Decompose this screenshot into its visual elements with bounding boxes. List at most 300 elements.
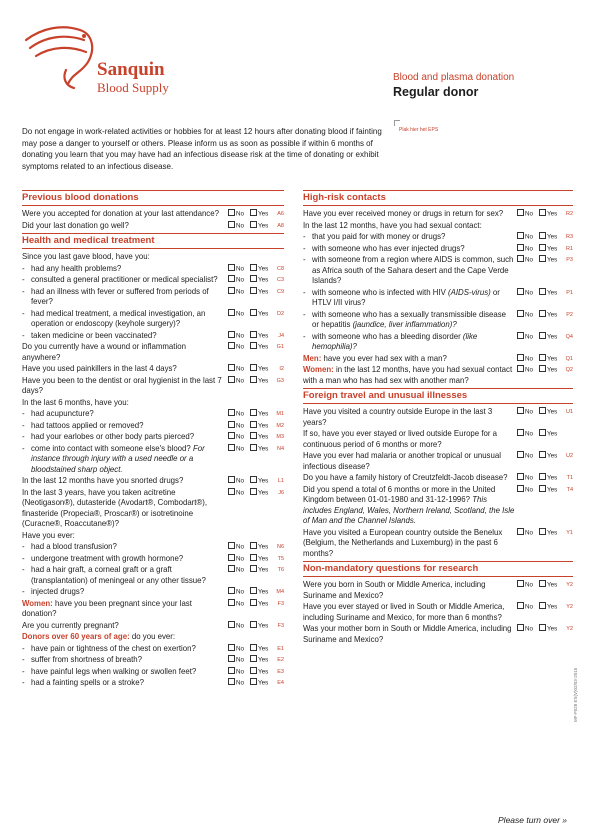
answer-no[interactable] bbox=[228, 309, 244, 320]
answer-no[interactable] bbox=[228, 342, 244, 353]
question-row bbox=[22, 554, 284, 565]
answer-no[interactable] bbox=[228, 409, 244, 420]
checkbox-yes[interactable] bbox=[250, 476, 257, 483]
answer-yes[interactable] bbox=[539, 473, 557, 484]
answer-yes[interactable] bbox=[539, 580, 557, 591]
checkbox-yes[interactable] bbox=[539, 580, 546, 587]
checkbox-no[interactable] bbox=[517, 624, 524, 631]
answer-yes-label: Yes bbox=[258, 210, 269, 218]
answer-no[interactable] bbox=[228, 432, 244, 443]
answer-no[interactable] bbox=[228, 488, 244, 499]
answer-no-label: No bbox=[525, 210, 534, 218]
question-intro bbox=[303, 221, 573, 232]
question-code: P2 bbox=[566, 311, 573, 318]
answer-no-label: No bbox=[525, 408, 534, 416]
answer-no[interactable] bbox=[517, 473, 533, 484]
checkbox-no[interactable] bbox=[517, 232, 524, 239]
answer-yes[interactable] bbox=[250, 678, 268, 689]
answer-no[interactable] bbox=[228, 667, 244, 678]
checkbox-no[interactable] bbox=[517, 602, 524, 609]
answer-yes-label: Yes bbox=[547, 311, 558, 318]
question-row bbox=[22, 275, 284, 286]
answer-yes-label: Yes bbox=[258, 365, 269, 373]
question-code: Y2 bbox=[566, 604, 573, 610]
question-code: A6 bbox=[277, 211, 284, 217]
answer-yes-label: Yes bbox=[258, 433, 269, 441]
answer-options bbox=[515, 209, 573, 219]
answer-no[interactable] bbox=[517, 332, 533, 343]
checkbox-no[interactable] bbox=[517, 580, 524, 587]
answer-yes[interactable] bbox=[250, 655, 268, 666]
checkbox-yes[interactable] bbox=[250, 376, 257, 383]
answer-yes[interactable] bbox=[250, 599, 268, 610]
question-code: M4 bbox=[276, 589, 284, 595]
question-row bbox=[22, 309, 284, 330]
answer-options bbox=[515, 232, 573, 242]
answer-no[interactable] bbox=[517, 485, 533, 496]
answer-yes-label: Yes bbox=[258, 445, 269, 452]
answer-yes[interactable] bbox=[250, 309, 268, 320]
question-code: A8 bbox=[277, 222, 284, 229]
checkbox-no[interactable] bbox=[228, 587, 235, 594]
answer-no[interactable] bbox=[228, 444, 244, 455]
answer-yes[interactable] bbox=[250, 476, 268, 487]
answer-no[interactable] bbox=[517, 451, 533, 462]
checkbox-no[interactable] bbox=[228, 364, 235, 371]
checkbox-yes[interactable] bbox=[250, 342, 257, 349]
checkbox-no[interactable] bbox=[228, 432, 235, 439]
checkbox-yes[interactable] bbox=[250, 444, 257, 451]
checkbox-yes[interactable] bbox=[250, 275, 257, 282]
question-row bbox=[303, 580, 573, 601]
answer-yes[interactable] bbox=[250, 287, 268, 298]
question-code: Y2 bbox=[566, 582, 573, 588]
answer-no[interactable] bbox=[228, 331, 244, 342]
answer-yes[interactable] bbox=[539, 354, 557, 365]
checkbox-yes[interactable] bbox=[539, 451, 546, 458]
checkbox-yes[interactable] bbox=[539, 232, 546, 239]
answer-options bbox=[226, 421, 284, 431]
answer-yes[interactable] bbox=[250, 342, 268, 353]
answer-no-label: No bbox=[236, 543, 245, 551]
answer-yes[interactable] bbox=[539, 407, 557, 418]
question-text: Were you born in South or Middle America, including Suriname and Mexico? bbox=[303, 580, 486, 600]
answer-no[interactable] bbox=[517, 429, 533, 440]
answer-options bbox=[226, 221, 284, 231]
question-code: R2 bbox=[565, 211, 573, 217]
answer-no[interactable] bbox=[228, 275, 244, 286]
checkbox-no[interactable] bbox=[517, 485, 524, 492]
answer-yes[interactable] bbox=[539, 451, 557, 462]
answer-yes[interactable] bbox=[539, 310, 557, 321]
question-note: This includes England, Wales, Northern Ireland, Scotland, the Isle of Man and the Channel Islands. bbox=[303, 495, 515, 525]
checkbox-no[interactable] bbox=[228, 409, 235, 416]
question-row bbox=[303, 624, 573, 645]
answer-options bbox=[226, 667, 284, 677]
checkbox-no[interactable] bbox=[228, 309, 235, 316]
checkbox-no[interactable] bbox=[228, 655, 235, 662]
answer-no[interactable] bbox=[517, 354, 533, 365]
answer-no-label: No bbox=[236, 276, 245, 284]
answer-no[interactable] bbox=[517, 528, 533, 539]
checkbox-yes[interactable] bbox=[250, 409, 257, 416]
answer-yes-label: Yes bbox=[547, 581, 558, 589]
answer-yes[interactable] bbox=[250, 264, 268, 275]
answer-yes[interactable] bbox=[250, 488, 268, 499]
question-text: had any health problems? bbox=[31, 263, 122, 273]
checkbox-no[interactable] bbox=[228, 667, 235, 674]
checkbox-no[interactable] bbox=[517, 310, 524, 317]
question-code: U1 bbox=[565, 409, 573, 415]
answer-no-label: No bbox=[236, 288, 245, 295]
question-code: Q4 bbox=[565, 333, 573, 340]
question-text: Have you ever received money or drugs in return for sex? bbox=[303, 209, 504, 218]
answer-no[interactable] bbox=[228, 599, 244, 610]
document-title-line1: Blood and plasma donation bbox=[393, 72, 515, 83]
checkbox-yes[interactable] bbox=[250, 488, 257, 495]
checkbox-yes[interactable] bbox=[250, 209, 257, 216]
answer-options bbox=[226, 488, 284, 498]
answer-options bbox=[226, 599, 284, 609]
answer-no[interactable] bbox=[228, 565, 244, 576]
question-code: F3 bbox=[277, 600, 284, 607]
question-lead: Women: bbox=[22, 598, 53, 608]
question-code: J4 bbox=[278, 332, 284, 339]
checkbox-no[interactable] bbox=[228, 421, 235, 428]
checkbox-yes[interactable] bbox=[539, 365, 546, 372]
section-heading: High-risk contacts bbox=[303, 190, 573, 206]
answer-no-label: No bbox=[525, 233, 534, 241]
checkbox-yes[interactable] bbox=[250, 309, 257, 316]
section-heading: Health and medical treatment bbox=[22, 233, 284, 249]
answer-yes-label: Yes bbox=[258, 310, 269, 317]
checkbox-yes[interactable] bbox=[250, 587, 257, 594]
checkbox-yes[interactable] bbox=[539, 473, 546, 480]
checkbox-no[interactable] bbox=[228, 444, 235, 451]
question-text: In the last 3 years, have you taken acitretine (Neotigason®), dutasteride (Avodart®, Combodart®), finasteride (Propecia®, Proscar®) or isotretinoine (Curacne®, Roaccutane®)? bbox=[22, 487, 208, 528]
checkbox-yes[interactable] bbox=[250, 364, 257, 371]
checkbox-yes[interactable] bbox=[539, 354, 546, 361]
answer-options bbox=[226, 587, 284, 597]
checkbox-no[interactable] bbox=[517, 407, 524, 414]
answer-yes-label: Yes bbox=[547, 289, 558, 296]
checkbox-yes[interactable] bbox=[250, 644, 257, 651]
answer-no[interactable] bbox=[517, 244, 533, 255]
answer-yes-label: Yes bbox=[258, 555, 269, 562]
checkbox-no[interactable] bbox=[517, 365, 524, 372]
checkbox-yes[interactable] bbox=[250, 667, 257, 674]
question-row bbox=[303, 255, 573, 287]
checkbox-no[interactable] bbox=[517, 288, 524, 295]
answer-no-label: No bbox=[236, 588, 245, 596]
answer-options bbox=[226, 364, 284, 374]
answer-no[interactable] bbox=[228, 364, 244, 375]
checkbox-no[interactable] bbox=[228, 678, 235, 685]
question-code: M1 bbox=[276, 411, 284, 417]
checkbox-no[interactable] bbox=[228, 565, 235, 572]
answer-yes[interactable] bbox=[250, 587, 268, 598]
checkbox-yes[interactable] bbox=[250, 678, 257, 685]
answer-yes[interactable] bbox=[250, 209, 268, 220]
question-row bbox=[22, 599, 284, 620]
answer-yes[interactable] bbox=[250, 376, 268, 387]
answer-options bbox=[226, 542, 284, 552]
answer-yes[interactable] bbox=[250, 421, 268, 432]
answer-yes[interactable] bbox=[539, 209, 557, 220]
answer-yes[interactable] bbox=[250, 432, 268, 443]
answer-yes-label: Yes bbox=[547, 625, 558, 633]
section-heading: Non-mandatory questions for research bbox=[303, 561, 573, 577]
question-code: E1 bbox=[277, 645, 284, 652]
question-code: E2 bbox=[277, 657, 284, 663]
answer-no[interactable] bbox=[228, 264, 244, 275]
answer-no[interactable] bbox=[228, 209, 244, 220]
checkbox-no[interactable] bbox=[228, 488, 235, 495]
answer-yes[interactable] bbox=[250, 444, 268, 455]
answer-yes[interactable] bbox=[250, 364, 268, 375]
answer-yes[interactable] bbox=[250, 409, 268, 420]
checkbox-no[interactable] bbox=[517, 255, 524, 262]
checkbox-yes[interactable] bbox=[250, 565, 257, 572]
answer-yes-label: Yes bbox=[258, 600, 269, 607]
answer-no[interactable] bbox=[228, 476, 244, 487]
checkbox-no[interactable] bbox=[228, 209, 235, 216]
answer-no[interactable] bbox=[517, 624, 533, 635]
question-text: have painful legs when walking or swollen feet? bbox=[31, 666, 197, 676]
checkbox-no[interactable] bbox=[517, 451, 524, 458]
answer-no-label: No bbox=[236, 332, 245, 339]
question-row bbox=[22, 221, 284, 232]
question-text: do you ever: bbox=[131, 632, 176, 641]
checkbox-no[interactable] bbox=[517, 209, 524, 216]
brand-name: Sanquin bbox=[97, 59, 165, 80]
answer-yes-label: Yes bbox=[547, 486, 558, 493]
checkbox-yes[interactable] bbox=[250, 599, 257, 606]
answer-options bbox=[226, 565, 284, 575]
answer-yes[interactable] bbox=[539, 255, 557, 266]
question-row bbox=[303, 473, 573, 484]
question-code: G1 bbox=[276, 344, 284, 350]
answer-no-label: No bbox=[236, 310, 245, 317]
checkbox-no[interactable] bbox=[228, 621, 235, 628]
sanquin-logo-icon bbox=[22, 18, 100, 93]
answer-no-label: No bbox=[236, 377, 245, 384]
checkbox-no[interactable] bbox=[228, 476, 235, 483]
answer-no[interactable] bbox=[228, 554, 244, 565]
answer-options bbox=[226, 342, 284, 352]
checkbox-yes[interactable] bbox=[250, 554, 257, 561]
answer-yes[interactable] bbox=[250, 554, 268, 565]
answer-no[interactable] bbox=[228, 587, 244, 598]
answer-no-label: No bbox=[525, 625, 534, 633]
answer-no[interactable] bbox=[517, 310, 533, 321]
question-text: taken medicine or been vaccinated? bbox=[31, 330, 157, 340]
answer-yes-label: Yes bbox=[258, 668, 269, 675]
checkbox-no[interactable] bbox=[517, 244, 524, 251]
answer-yes[interactable] bbox=[539, 429, 557, 440]
answer-yes-label: Yes bbox=[547, 603, 558, 611]
checkbox-no[interactable] bbox=[228, 342, 235, 349]
answer-no[interactable] bbox=[517, 407, 533, 418]
answer-yes[interactable] bbox=[539, 288, 557, 299]
answer-yes[interactable] bbox=[539, 528, 557, 539]
checkbox-no[interactable] bbox=[228, 275, 235, 282]
answer-yes[interactable] bbox=[250, 542, 268, 553]
checkbox-yes[interactable] bbox=[539, 485, 546, 492]
checkbox-yes[interactable] bbox=[539, 244, 546, 251]
answer-no[interactable] bbox=[228, 287, 244, 298]
checkbox-yes[interactable] bbox=[539, 255, 546, 262]
checkbox-yes[interactable] bbox=[250, 655, 257, 662]
answer-no[interactable] bbox=[228, 655, 244, 666]
intro-paragraph: Do not engage in work-related activities or hobbies for at least 12 hours after donating blood if fainting may pose a danger to yourself or others. Please inform us as soon as possible if within 6 months of donating you learn that you may have had an infectious disease risk at the time of donating or exhibit symptoms related to an infectious disease. bbox=[22, 127, 382, 171]
question-code: P1 bbox=[566, 289, 573, 296]
answer-no-label: No bbox=[236, 445, 245, 452]
answer-yes[interactable] bbox=[539, 485, 557, 496]
checkbox-no[interactable] bbox=[228, 542, 235, 549]
answer-no[interactable] bbox=[517, 209, 533, 220]
answer-yes-label: Yes bbox=[547, 333, 558, 340]
checkbox-yes[interactable] bbox=[539, 310, 546, 317]
answer-no[interactable] bbox=[517, 602, 533, 613]
question-code: T1 bbox=[566, 475, 573, 481]
question-text: have you been pregnant since your last donation? bbox=[22, 598, 192, 618]
question-row bbox=[22, 678, 284, 689]
checkbox-yes[interactable] bbox=[250, 264, 257, 271]
answer-no[interactable] bbox=[517, 255, 533, 266]
answer-yes-label: Yes bbox=[547, 529, 558, 536]
question-code: C9 bbox=[276, 288, 284, 295]
question-text: Are you currently pregnant? bbox=[22, 620, 119, 630]
checkbox-no[interactable] bbox=[517, 332, 524, 339]
checkbox-yes[interactable] bbox=[539, 288, 546, 295]
answer-yes[interactable] bbox=[250, 621, 268, 632]
checkbox-no[interactable] bbox=[517, 473, 524, 480]
question-row bbox=[22, 444, 284, 476]
answer-yes[interactable] bbox=[539, 365, 557, 376]
checkbox-yes[interactable] bbox=[539, 209, 546, 216]
checkbox-no[interactable] bbox=[228, 554, 235, 561]
question-intro bbox=[22, 531, 284, 542]
answer-no[interactable] bbox=[517, 365, 533, 376]
answer-yes-label: Yes bbox=[547, 233, 558, 241]
answer-options bbox=[515, 354, 573, 364]
question-text: Have you ever: bbox=[22, 530, 75, 540]
checkbox-no[interactable] bbox=[228, 376, 235, 383]
question-code: I2 bbox=[279, 366, 284, 372]
answer-no[interactable] bbox=[228, 542, 244, 553]
answer-options bbox=[226, 678, 284, 688]
answer-options bbox=[226, 209, 284, 219]
answer-options bbox=[515, 602, 573, 612]
answer-no[interactable] bbox=[228, 678, 244, 689]
checkbox-yes[interactable] bbox=[250, 221, 257, 228]
checkbox-yes[interactable] bbox=[539, 407, 546, 414]
answer-no[interactable] bbox=[228, 644, 244, 655]
answer-yes[interactable] bbox=[539, 624, 557, 635]
section-heading: Foreign travel and unusual illnesses bbox=[303, 388, 573, 404]
checkbox-no[interactable] bbox=[228, 599, 235, 606]
answer-yes-label: Yes bbox=[547, 474, 558, 482]
checkbox-yes[interactable] bbox=[539, 624, 546, 631]
checkbox-yes[interactable] bbox=[250, 621, 257, 628]
question-text: come into contact with someone else's blood? bbox=[31, 443, 191, 453]
question-row bbox=[22, 287, 284, 308]
answer-no-label: No bbox=[525, 366, 534, 374]
answer-no-label: No bbox=[236, 668, 245, 675]
checkbox-no[interactable] bbox=[517, 354, 524, 361]
answer-no[interactable] bbox=[228, 376, 244, 387]
checkbox-yes[interactable] bbox=[539, 332, 546, 339]
question-row bbox=[22, 421, 284, 432]
question-text: had medical treatment, a medical investigation, an operation or endoscopy (keyhole surgery)? bbox=[31, 308, 206, 328]
answer-yes[interactable] bbox=[250, 667, 268, 678]
answer-yes[interactable] bbox=[250, 221, 268, 232]
answer-no-label: No bbox=[236, 600, 245, 607]
checkbox-no[interactable] bbox=[517, 429, 524, 436]
answer-no[interactable] bbox=[228, 221, 244, 232]
checkbox-no[interactable] bbox=[228, 221, 235, 228]
answer-no[interactable] bbox=[517, 580, 533, 591]
answer-yes[interactable] bbox=[539, 332, 557, 343]
answer-no-label: No bbox=[525, 486, 534, 493]
answer-options bbox=[226, 287, 284, 297]
checkbox-yes[interactable] bbox=[250, 421, 257, 428]
checkbox-yes[interactable] bbox=[250, 287, 257, 294]
answer-yes-label: Yes bbox=[258, 276, 269, 284]
question-row bbox=[22, 409, 284, 420]
answer-no[interactable] bbox=[517, 288, 533, 299]
checkbox-yes[interactable] bbox=[250, 542, 257, 549]
answer-yes-label: Yes bbox=[258, 489, 269, 496]
checkbox-yes[interactable] bbox=[250, 432, 257, 439]
checkbox-yes[interactable] bbox=[250, 331, 257, 338]
answer-no-label: No bbox=[236, 422, 245, 429]
checkbox-no[interactable] bbox=[228, 331, 235, 338]
answer-no-label: No bbox=[525, 355, 534, 362]
question-code: F3 bbox=[277, 622, 284, 629]
answer-yes-label: Yes bbox=[547, 452, 558, 460]
question-text: Have you been to the dentist or oral hygienist in the last 7 days? bbox=[22, 375, 222, 395]
answer-yes[interactable] bbox=[250, 275, 268, 286]
checkbox-no[interactable] bbox=[228, 287, 235, 294]
answer-yes-label: Yes bbox=[547, 430, 558, 438]
answer-no-label: No bbox=[525, 311, 534, 318]
question-note: (jaundice, liver inflammation)? bbox=[352, 320, 457, 329]
answer-yes[interactable] bbox=[539, 244, 557, 255]
answer-no-label: No bbox=[236, 555, 245, 562]
answer-yes[interactable] bbox=[250, 565, 268, 576]
checkbox-no[interactable] bbox=[228, 264, 235, 271]
question-row bbox=[22, 587, 284, 598]
question-row bbox=[303, 429, 573, 450]
question-text: If so, have you ever stayed or lived outside Europe for a continuous period of 6 months or more? bbox=[303, 429, 498, 449]
answer-yes[interactable] bbox=[250, 644, 268, 655]
question-text: with someone who is infected with HIV bbox=[312, 287, 446, 297]
answer-yes[interactable] bbox=[250, 331, 268, 342]
checkbox-yes[interactable] bbox=[539, 429, 546, 436]
checkbox-no[interactable] bbox=[517, 528, 524, 535]
question-row bbox=[303, 354, 573, 365]
answer-no[interactable] bbox=[517, 232, 533, 243]
checkbox-no[interactable] bbox=[228, 644, 235, 651]
answer-no[interactable] bbox=[228, 621, 244, 632]
answer-yes[interactable] bbox=[539, 232, 557, 243]
checkbox-yes[interactable] bbox=[539, 602, 546, 609]
checkbox-yes[interactable] bbox=[539, 528, 546, 535]
answer-yes[interactable] bbox=[539, 602, 557, 613]
answer-no[interactable] bbox=[228, 421, 244, 432]
